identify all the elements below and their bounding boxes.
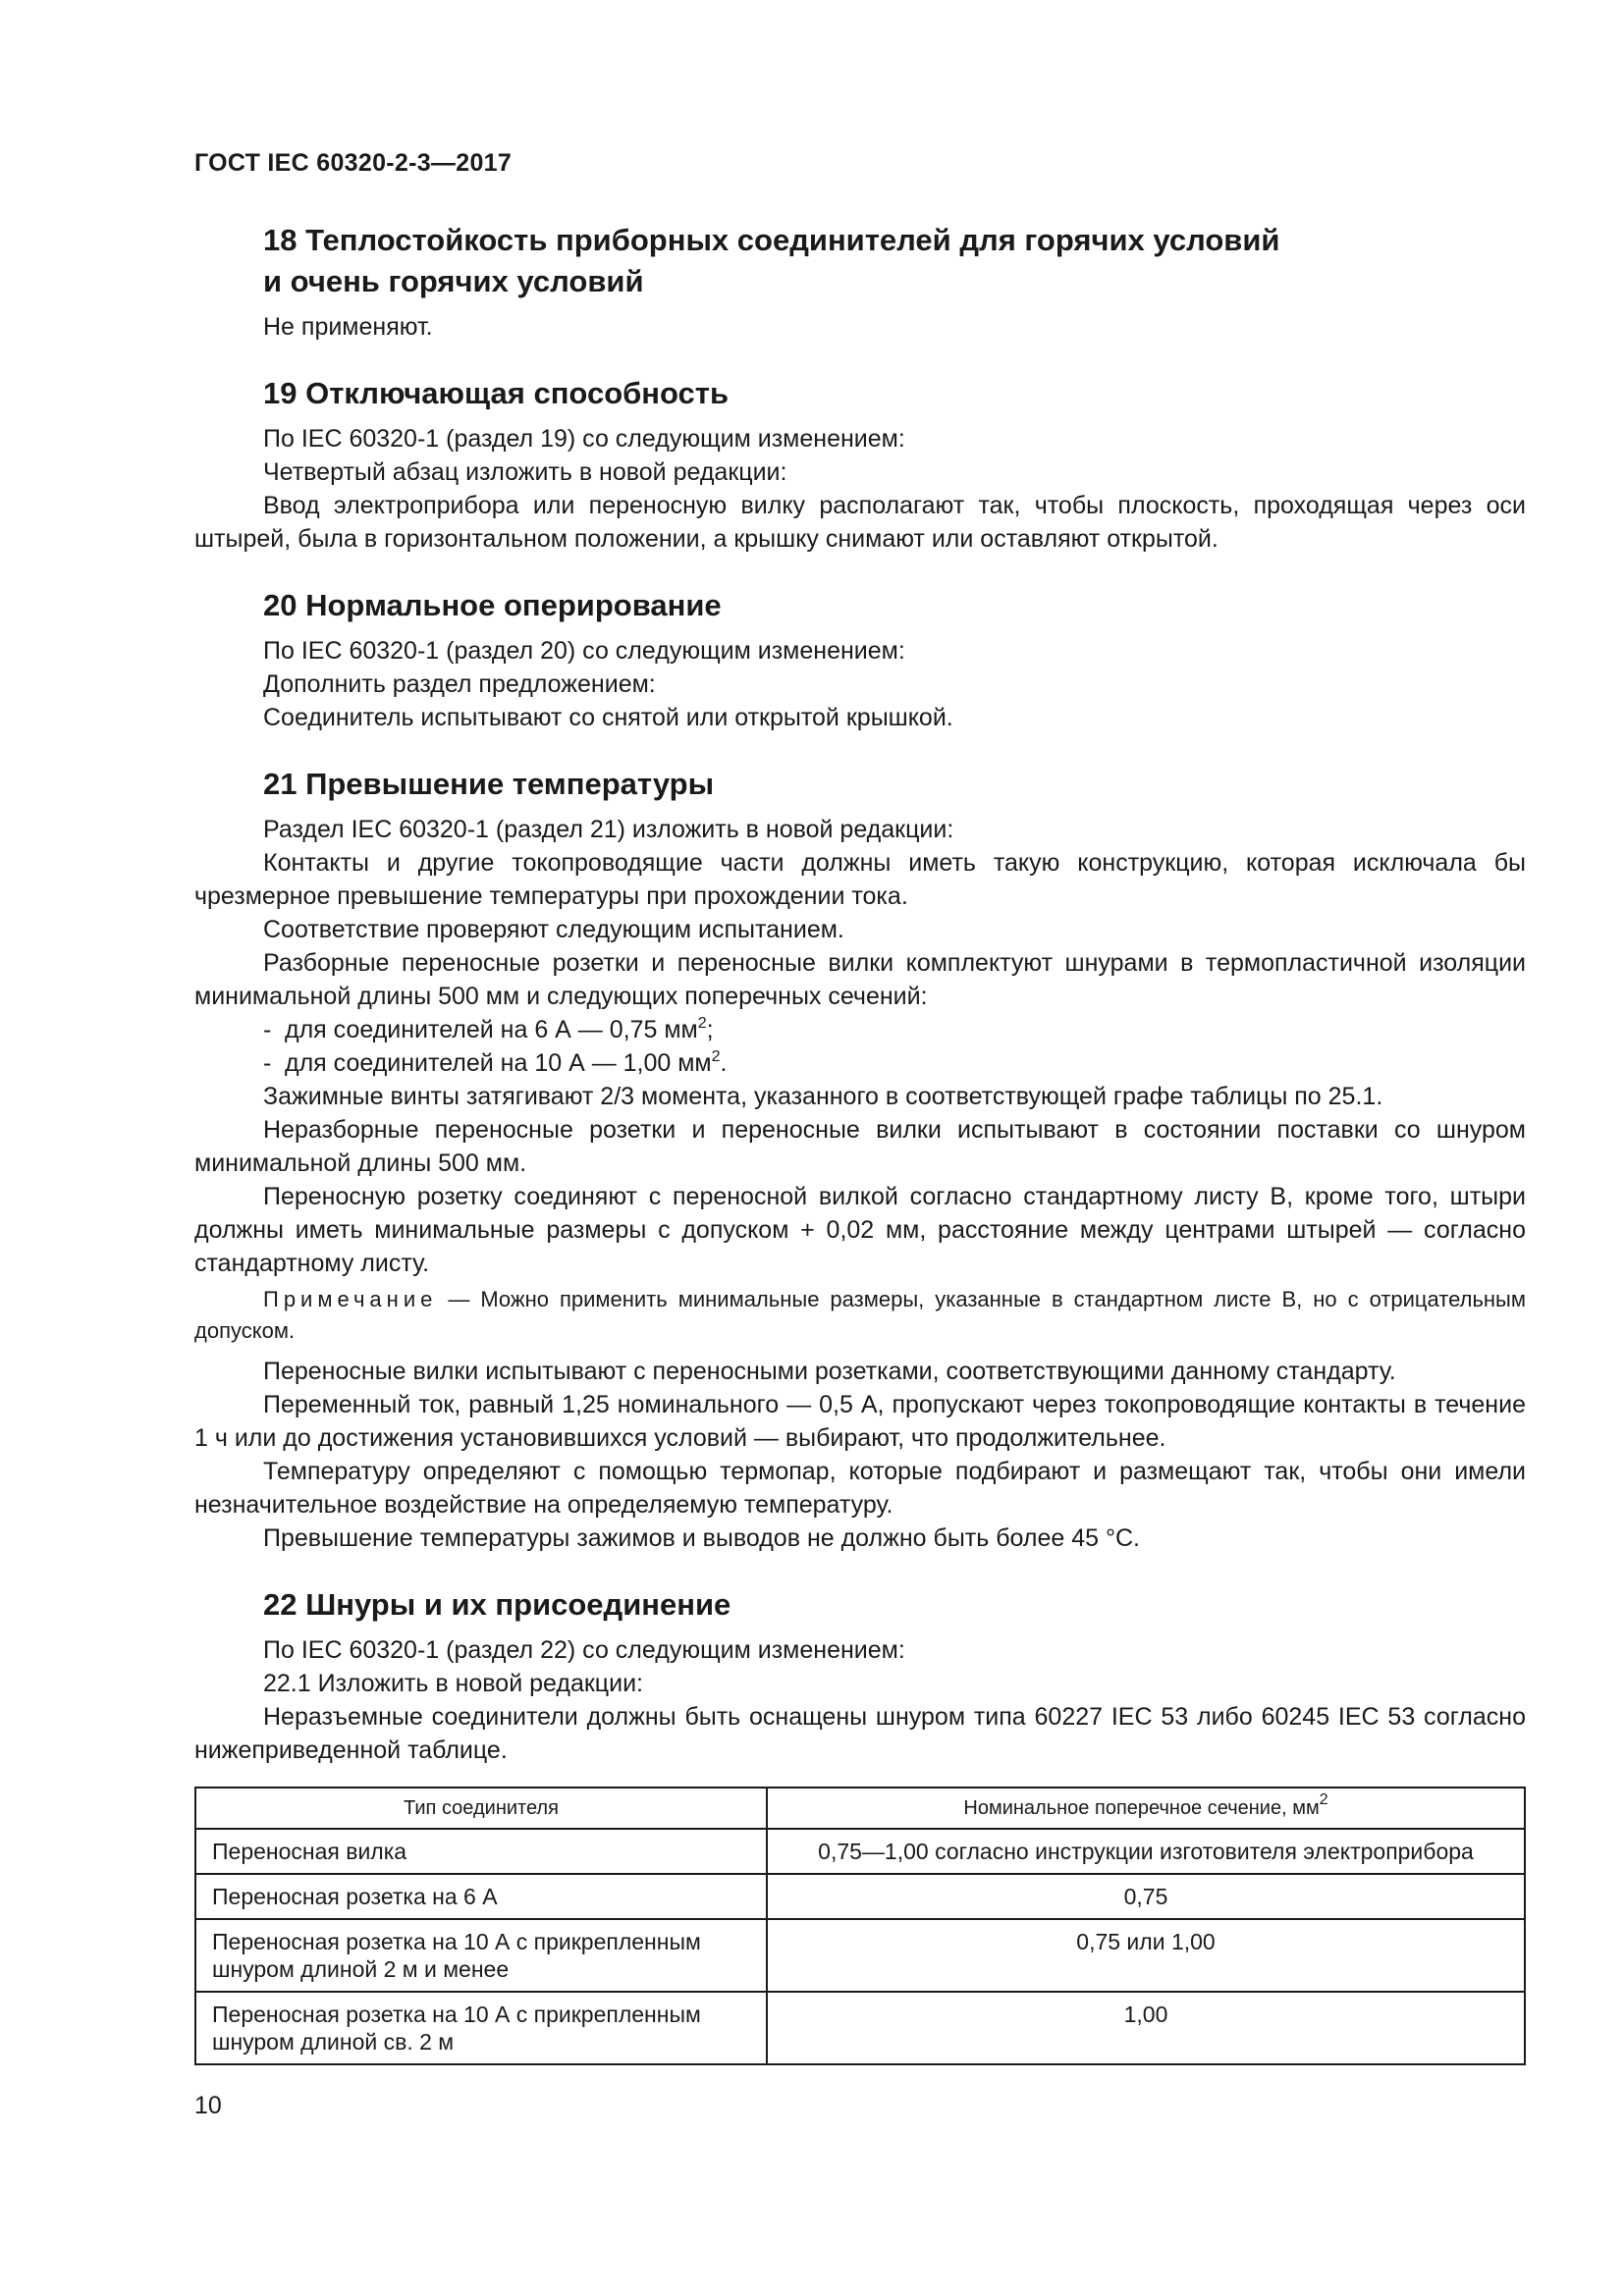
table-row (195, 1919, 1525, 1992)
section-18-title: 18 Теплостойкость приборных соединителей для горячих условий и очень горячих условий (263, 223, 1280, 298)
paragraph: Ввод электроприбора или переносную вилку располагают так, чтобы плоскость, проходящая через оси штырей, была в горизонтальном положении, а крышку снимают или оставляют открытой. (194, 492, 1526, 553)
table-cell-value: 1,00 (767, 1992, 1525, 2064)
table-cell-type: Переносная розетка на 6 А (195, 1874, 767, 1919)
paragraph: Дополнить раздел предложением: (263, 670, 656, 698)
table-cell-value: 0,75 или 1,00 (767, 1919, 1525, 1992)
paragraph: Не применяют. (263, 313, 433, 341)
paragraph: По IEC 60320-1 (раздел 19) со следующим изменением: (263, 425, 905, 453)
table-cell-type: Переносная розетка на 10 А с прикрепленным шнуром длиной св. 2 м (195, 1992, 767, 2064)
table-row (195, 1874, 1525, 1919)
table-header-section: Номинальное поперечное сечение, $мм^2$ (767, 1788, 1525, 1829)
paragraph: Раздел IEC 60320-1 (раздел 21) изложить в новой редакции: (263, 816, 954, 843)
section-22-title: 22 Шнуры и их присоединение (263, 1587, 731, 1622)
section-20 (194, 585, 1526, 734)
paragraph: Превышение температуры зажимов и выводов не должно быть более 45 °С. (263, 1524, 1140, 1552)
paragraph: Соединитель испытывают со снятой или открытой крышкой. (263, 704, 953, 731)
paragraph: Неразборные переносные розетки и переносные вилки испытывают в состоянии поставки со шнуром минимальной длины 500 мм. (194, 1116, 1526, 1177)
section-19 (194, 373, 1526, 556)
paragraph: Соответствие проверяют следующим испытанием. (263, 916, 844, 943)
section-21 (194, 764, 1526, 1555)
paragraph: Разборные переносные розетки и переносные вилки комплектуют шнурами в термопластичной изоляции минимальной длины 500 мм и следующих поперечных сечений: (194, 949, 1526, 1010)
table-row (195, 1829, 1525, 1874)
table-cell-type: Переносная вилка (195, 1829, 767, 1874)
document-header: ГОСТ IEC 60320-2-3—2017 (194, 149, 513, 177)
note-label: Примечание (263, 1287, 438, 1311)
section-18 (194, 220, 1526, 344)
paragraph: Температуру определяют с помощью термопар, которые подбирают и размещают так, чтобы они имели незначительное воздействие на определяемую температуру. (194, 1458, 1526, 1519)
paragraph: Переносные вилки испытывают с переносными розетками, соответствующими данному стандарту. (263, 1358, 1396, 1385)
section-22 (194, 1584, 1526, 2065)
page-number: 10 (194, 2092, 222, 2119)
paragraph: 22.1 Изложить в новой редакции: (263, 1670, 643, 1697)
paragraph: Переносную розетку соединяют с переносной вилкой согласно стандартному листу В, кроме того, штыри должны иметь минимальные размеры с допуском + 0,02 мм, расстояние между центрами штырей — согласно стандартному листу. (194, 1183, 1526, 1277)
paragraph: Неразъемные соединители должны быть оснащены шнуром типа 60227 IEC 53 либо 60245 IEC 53 согласно нижеприведенной таблице. (194, 1703, 1526, 1764)
paragraph: По IEC 60320-1 (раздел 22) со следующим изменением: (263, 1636, 905, 1664)
paragraph: По IEC 60320-1 (раздел 20) со следующим изменением: (263, 637, 905, 665)
table-header-row (195, 1788, 1525, 1829)
table-cell-value: 0,75—1,00 согласно инструкции изготовителя электроприбора (767, 1829, 1525, 1874)
paragraph: Контакты и другие токопроводящие части должны иметь такую конструкцию, которая исключала бы чрезмерное превышение температуры при прохождении тока. (194, 849, 1526, 910)
table-row (195, 1992, 1525, 2064)
note-text: — Можно применить минимальные размеры, указанные в стандартном листе В, но с отрицательным допуском. (194, 1287, 1526, 1343)
table-cell-type: Переносная розетка на 10 А с прикрепленным шнуром длиной 2 м и менее (195, 1919, 767, 1992)
page-content (194, 220, 1526, 2095)
paragraph: Переменный ток, равный 1,25 номинального — 0,5 А, пропускают через токопроводящие контакты в течение 1 ч или до достижения установившихся условий — выбирают, что продолжительнее. (194, 1391, 1526, 1452)
table-cell-value: 0,75 (767, 1874, 1525, 1919)
list-item: - для соединителей на 6 А — 0,75 $мм^2$; (263, 1015, 714, 1043)
cord-table (194, 1787, 1526, 2065)
note (194, 1284, 1526, 1347)
section-19-title: 19 Отключающая способность (263, 376, 730, 410)
section-20-title: 20 Нормальное оперирование (263, 588, 722, 622)
paragraph: Зажимные винты затягивают 2/3 момента, указанного в соответствующей графе таблицы по 25.1. (263, 1083, 1383, 1110)
table-header-type: Тип соединителя (195, 1788, 767, 1829)
paragraph: Четвертый абзац изложить в новой редакции: (263, 458, 787, 486)
section-21-title: 21 Превышение температуры (263, 767, 715, 801)
list-item: - для соединителей на 10 А — 1,00 $мм^2$. (263, 1048, 728, 1077)
